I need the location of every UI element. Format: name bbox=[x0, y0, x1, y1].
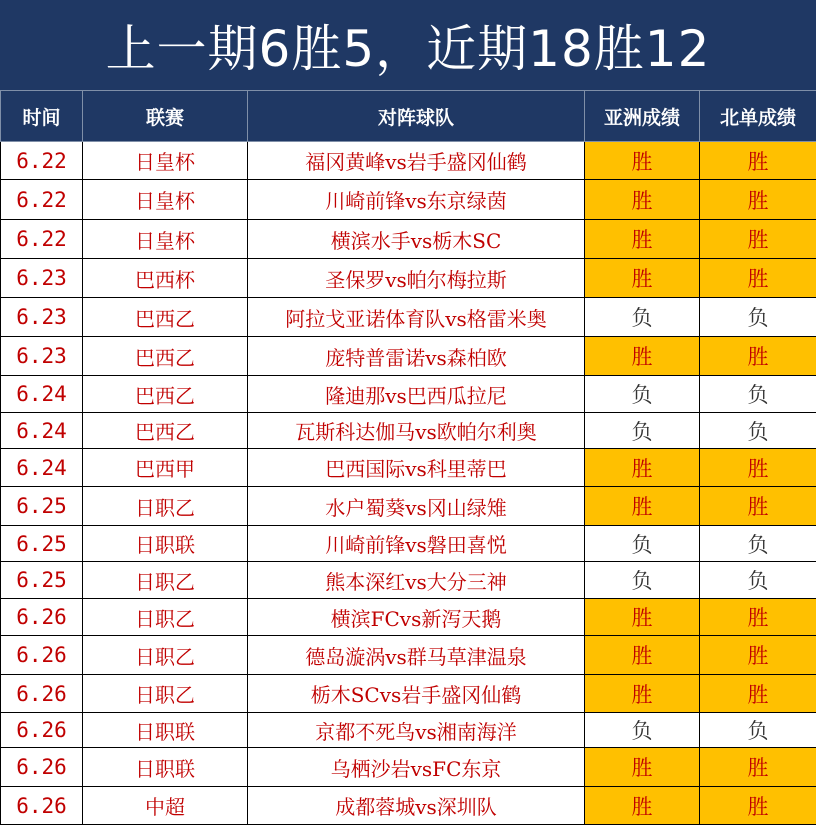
cell-date: 6.26 bbox=[1, 599, 83, 636]
cell-league: 日职乙 bbox=[83, 487, 248, 526]
cell-beidan-result: 胜 bbox=[700, 487, 816, 526]
table-row bbox=[1, 449, 816, 487]
cell-asia-result: 负 bbox=[585, 298, 700, 337]
cell-date: 6.23 bbox=[1, 298, 83, 337]
cell-match: 川崎前锋vs东京绿茵 bbox=[248, 180, 585, 220]
cell-league: 日职联 bbox=[83, 526, 248, 562]
cell-match: 横滨水手vs栃木SC bbox=[248, 220, 585, 259]
cell-beidan-result: 胜 bbox=[700, 748, 816, 787]
table-row bbox=[1, 713, 816, 748]
cell-league: 日职联 bbox=[83, 713, 248, 748]
cell-league: 巴西杯 bbox=[83, 259, 248, 298]
cell-date: 6.26 bbox=[1, 713, 83, 748]
cell-asia-result: 负 bbox=[585, 562, 700, 599]
cell-asia-result: 胜 bbox=[585, 748, 700, 787]
cell-beidan-result: 胜 bbox=[700, 142, 816, 180]
cell-asia-result: 胜 bbox=[585, 487, 700, 526]
table-row bbox=[1, 337, 816, 376]
cell-league: 日皇杯 bbox=[83, 180, 248, 220]
table-row bbox=[1, 298, 816, 337]
cell-date: 6.22 bbox=[1, 220, 83, 259]
cell-beidan-result: 胜 bbox=[700, 180, 816, 220]
table-row bbox=[1, 220, 816, 259]
cell-asia-result: 负 bbox=[585, 413, 700, 449]
cell-asia-result: 负 bbox=[585, 376, 700, 413]
cell-match: 乌栖沙岩vsFC东京 bbox=[248, 748, 585, 787]
cell-match: 圣保罗vs帕尔梅拉斯 bbox=[248, 259, 585, 298]
table-row bbox=[1, 180, 816, 220]
page-title: 上一期6胜5，近期18胜12 bbox=[106, 9, 711, 81]
cell-beidan-result: 胜 bbox=[700, 220, 816, 259]
table-row bbox=[1, 142, 816, 180]
table-row bbox=[1, 376, 816, 413]
cell-beidan-result: 负 bbox=[700, 562, 816, 599]
cell-match: 德岛漩涡vs群马草津温泉 bbox=[248, 636, 585, 675]
table-row bbox=[1, 259, 816, 298]
cell-date: 6.25 bbox=[1, 526, 83, 562]
cell-beidan-result: 胜 bbox=[700, 636, 816, 675]
cell-league: 日皇杯 bbox=[83, 142, 248, 180]
cell-match: 京都不死鸟vs湘南海洋 bbox=[248, 713, 585, 748]
cell-league: 日职乙 bbox=[83, 599, 248, 636]
table-row bbox=[1, 675, 816, 713]
cell-match: 福冈黄峰vs岩手盛冈仙鹤 bbox=[248, 142, 585, 180]
cell-asia-result: 负 bbox=[585, 526, 700, 562]
cell-asia-result: 胜 bbox=[585, 599, 700, 636]
cell-date: 6.24 bbox=[1, 413, 83, 449]
cell-asia-result: 胜 bbox=[585, 259, 700, 298]
cell-date: 6.26 bbox=[1, 675, 83, 713]
title-banner bbox=[0, 0, 816, 90]
table-row bbox=[1, 748, 816, 787]
cell-beidan-result: 胜 bbox=[700, 259, 816, 298]
cell-date: 6.26 bbox=[1, 787, 83, 825]
cell-league: 巴西甲 bbox=[83, 449, 248, 487]
cell-league: 日皇杯 bbox=[83, 220, 248, 259]
cell-date: 6.24 bbox=[1, 449, 83, 487]
cell-beidan-result: 负 bbox=[700, 526, 816, 562]
cell-match: 川崎前锋vs磐田喜悦 bbox=[248, 526, 585, 562]
cell-league: 日职乙 bbox=[83, 636, 248, 675]
table-row bbox=[1, 636, 816, 675]
cell-beidan-result: 胜 bbox=[700, 337, 816, 376]
cell-league: 巴西乙 bbox=[83, 376, 248, 413]
cell-beidan-result: 负 bbox=[700, 713, 816, 748]
table-row bbox=[1, 413, 816, 449]
cell-match: 阿拉戈亚诺体育队vs格雷米奥 bbox=[248, 298, 585, 337]
cell-date: 6.23 bbox=[1, 259, 83, 298]
cell-league: 日职联 bbox=[83, 748, 248, 787]
col-header-asia-result: 亚洲成绩 bbox=[585, 91, 700, 142]
cell-date: 6.22 bbox=[1, 142, 83, 180]
cell-match: 庞特普雷诺vs森柏欧 bbox=[248, 337, 585, 376]
cell-beidan-result: 负 bbox=[700, 413, 816, 449]
table-row bbox=[1, 562, 816, 599]
cell-asia-result: 胜 bbox=[585, 180, 700, 220]
cell-asia-result: 胜 bbox=[585, 449, 700, 487]
cell-asia-result: 负 bbox=[585, 713, 700, 748]
cell-league: 巴西乙 bbox=[83, 337, 248, 376]
cell-match: 巴西国际vs科里蒂巴 bbox=[248, 449, 585, 487]
cell-beidan-result: 负 bbox=[700, 376, 816, 413]
cell-date: 6.24 bbox=[1, 376, 83, 413]
cell-match: 隆迪那vs巴西瓜拉尼 bbox=[248, 376, 585, 413]
cell-beidan-result: 胜 bbox=[700, 599, 816, 636]
cell-date: 6.23 bbox=[1, 337, 83, 376]
cell-match: 成都蓉城vs深圳队 bbox=[248, 787, 585, 825]
col-header-time: 时间 bbox=[1, 91, 83, 142]
col-header-beidan-result: 北单成绩 bbox=[700, 91, 816, 142]
cell-beidan-result: 负 bbox=[700, 298, 816, 337]
cell-league: 中超 bbox=[83, 787, 248, 825]
cell-date: 6.25 bbox=[1, 562, 83, 599]
col-header-league: 联赛 bbox=[83, 91, 248, 142]
cell-date: 6.26 bbox=[1, 748, 83, 787]
results-table bbox=[0, 90, 816, 825]
cell-asia-result: 胜 bbox=[585, 675, 700, 713]
cell-asia-result: 胜 bbox=[585, 142, 700, 180]
cell-league: 日职乙 bbox=[83, 675, 248, 713]
table-row bbox=[1, 526, 816, 562]
cell-asia-result: 胜 bbox=[585, 220, 700, 259]
cell-date: 6.26 bbox=[1, 636, 83, 675]
table-row bbox=[1, 487, 816, 526]
cell-beidan-result: 胜 bbox=[700, 787, 816, 825]
cell-beidan-result: 胜 bbox=[700, 449, 816, 487]
cell-date: 6.22 bbox=[1, 180, 83, 220]
cell-league: 巴西乙 bbox=[83, 298, 248, 337]
table-row bbox=[1, 787, 816, 825]
col-header-match: 对阵球队 bbox=[248, 91, 585, 142]
cell-asia-result: 胜 bbox=[585, 337, 700, 376]
cell-match: 横滨FCvs新泻天鹅 bbox=[248, 599, 585, 636]
results-body bbox=[1, 142, 816, 825]
header-row bbox=[1, 91, 816, 142]
cell-league: 巴西乙 bbox=[83, 413, 248, 449]
cell-asia-result: 胜 bbox=[585, 787, 700, 825]
cell-match: 熊本深红vs大分三神 bbox=[248, 562, 585, 599]
cell-match: 水户蜀葵vs冈山绿雉 bbox=[248, 487, 585, 526]
cell-asia-result: 胜 bbox=[585, 636, 700, 675]
cell-match: 瓦斯科达伽马vs欧帕尔利奥 bbox=[248, 413, 585, 449]
cell-match: 栃木SCvs岩手盛冈仙鹤 bbox=[248, 675, 585, 713]
cell-date: 6.25 bbox=[1, 487, 83, 526]
table-row bbox=[1, 599, 816, 636]
cell-league: 日职乙 bbox=[83, 562, 248, 599]
cell-beidan-result: 胜 bbox=[700, 675, 816, 713]
